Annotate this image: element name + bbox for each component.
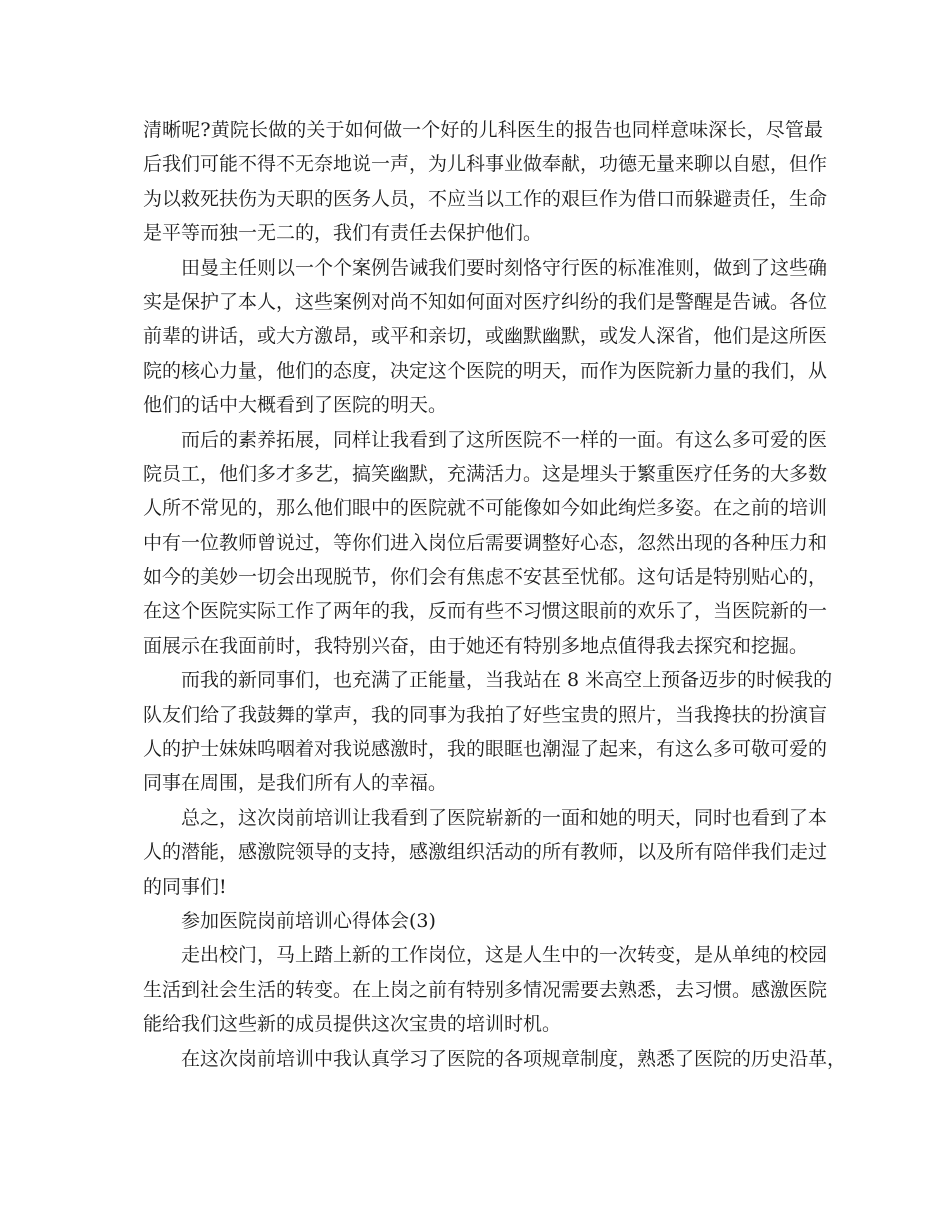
text-line: 而我的新同事们，也充满了正能量，当我站在 8 米高空上预备迈步的时候我的	[181, 669, 833, 692]
text-line: 队友们给了我鼓舞的掌声，我的同事为我拍了好些宝贵的照片，当我搀扶的扮演盲	[143, 703, 828, 726]
text-line: 是平等而独一无二的，我们有责任去保护他们。	[143, 222, 543, 245]
text-line: 而后的素养拓展，同样让我看到了这所医院不一样的一面。有这么多可爱的医	[181, 428, 828, 451]
text-line: 院的核心力量，他们的态度，决定这个医院的明天，而作为医院新力量的我们，从	[143, 359, 828, 382]
text-line: 能给我们这些新的成员提供这次宝贵的培训时机。	[143, 1013, 562, 1036]
text-line: 中有一位教师曾说过，等你们进入岗位后需要调整好心态，忽然出现的各种压力和	[143, 531, 828, 554]
text-line: 在这个医院实际工作了两年的我，反而有些不习惯这眼前的欢乐了，当医院新的一	[143, 600, 828, 623]
text-line: 院员工，他们多才多艺，搞笑幽默，充满活力。这是埋头于繁重医疗任务的大多数	[143, 462, 828, 485]
text-line: 他们的话中大概看到了医院的明天。	[143, 394, 448, 417]
text-line: 在这次岗前培训中我认真学习了医院的各项规章制度，熟悉了医院的历史沿革，	[181, 1047, 847, 1070]
text-line: 后我们可能不得不无奈地说一声，为儿科事业做奉献，功德无量来聊以自慰，但作	[143, 153, 828, 176]
text-line: 面展示在我面前时，我特别兴奋，由于她还有特别多地点值得我去探究和挖掘。	[143, 634, 809, 657]
text-line: 生活到社会生活的转变。在上岗之前有特别多情况需要去熟悉，去习惯。感激医院	[143, 978, 828, 1001]
text-line: 为以救死扶伤为天职的医务人员，不应当以工作的艰巨作为借口而躲避责任，生命	[143, 187, 828, 210]
text-line: 清晰呢?黄院长做的关于如何做一个好的儿科医生的报告也同样意味深长，尽管最	[143, 119, 823, 141]
text-line: 总之，这次岗前培训让我看到了医院崭新的一面和她的明天，同时也看到了本	[181, 806, 828, 829]
text-line: 的同事们!	[143, 875, 227, 898]
text-line: 人的护士妹妹呜咽着对我说感激时，我的眼眶也潮湿了起来，有这么多可敬可爱的	[143, 738, 828, 761]
text-line: 人所不常见的，那么他们眼中的医院就不可能像如今如此绚烂多姿。在之前的培训	[143, 497, 828, 520]
text-line: 同事在周围，是我们所有人的幸福。	[143, 772, 448, 795]
section-heading: 参加医院岗前培训心得体会(3)	[181, 909, 436, 932]
text-line: 人的潜能，感激院领导的支持，感激组织活动的所有教师，以及所有陪伴我们走过	[143, 841, 828, 864]
text-line: 实是保护了本人，这些案例对尚不知如何面对医疗纠纷的我们是警醒是告诫。各位	[143, 290, 828, 313]
text-line: 走出校门，马上踏上新的工作岗位，这是人生中的一次转变，是从单纯的校园	[181, 944, 828, 967]
document-body	[143, 113, 847, 1076]
text-line: 田曼主任则以一个个案例告诫我们要时刻恪守行医的标准准则，做到了这些确	[181, 256, 828, 279]
text-line: 前辈的讲话，或大方激昂，或平和亲切，或幽默幽默，或发人深省，他们是这所医	[143, 325, 828, 348]
text-line: 如今的美妙一切会出现脱节，你们会有焦虑不安甚至忧郁。这句话是特别贴心的，	[143, 566, 828, 589]
